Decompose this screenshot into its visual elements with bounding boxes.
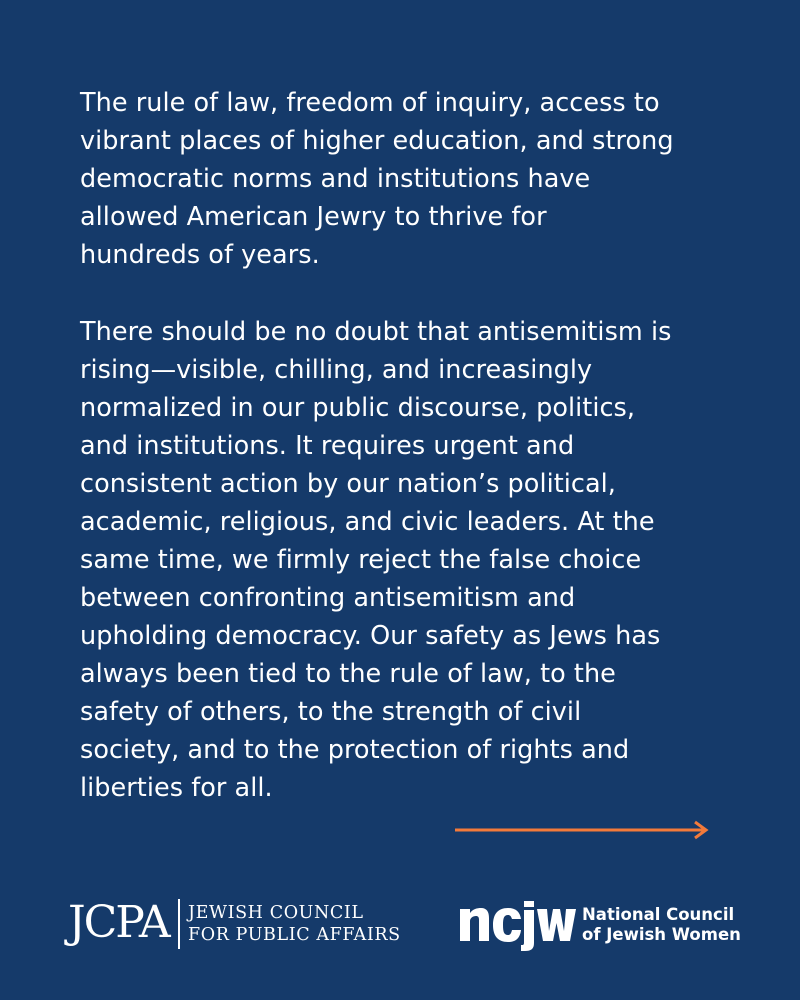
paragraph-line: consistent action by our nation’s political, bbox=[80, 469, 616, 499]
paragraph-line: liberties for all. bbox=[80, 773, 273, 803]
paragraph-line: and institutions. It requires urgent and bbox=[80, 431, 575, 461]
jcpa-logo bbox=[68, 893, 408, 955]
paragraph-line: vibrant places of higher education, and strong bbox=[80, 126, 674, 156]
logo-divider bbox=[178, 899, 180, 949]
ncjw-name-line-2: of Jewish Women bbox=[582, 925, 741, 944]
paragraph-line: The rule of law, freedom of inquiry, access to bbox=[80, 88, 660, 118]
paragraph-line: allowed American Jewry to thrive for bbox=[80, 202, 547, 232]
jcpa-name-line-1: JEWISH COUNCIL bbox=[188, 903, 364, 923]
ncjw-logo-mark bbox=[458, 901, 576, 951]
paragraph-line: hundreds of years. bbox=[80, 240, 320, 270]
paragraph-line: society, and to the protection of rights and bbox=[80, 735, 630, 765]
paragraph-line: upholding democracy. Our safety as Jews has bbox=[80, 621, 661, 651]
paragraph-line: rising—visible, chilling, and increasingly bbox=[80, 355, 593, 385]
paragraph-line: democratic norms and institutions have bbox=[80, 164, 591, 194]
ncjw-name-line-1: National Council bbox=[582, 905, 735, 924]
jcpa-logo-mark: JCPA bbox=[68, 897, 169, 948]
paragraph-line: normalized in our public discourse, politics, bbox=[80, 393, 636, 423]
paragraph-line: always been tied to the rule of law, to the bbox=[80, 659, 616, 689]
paragraph-line: between confronting antisemitism and bbox=[80, 583, 576, 613]
arrow-right-icon[interactable] bbox=[455, 820, 711, 840]
paragraph-line: same time, we firmly reject the false choice bbox=[80, 545, 642, 575]
ncjw-logo bbox=[458, 895, 758, 955]
paragraph-line: academic, religious, and civic leaders. At the bbox=[80, 507, 655, 537]
paragraph-line: There should be no doubt that antisemitism is bbox=[80, 317, 672, 347]
paragraph-line: safety of others, to the strength of civil bbox=[80, 697, 582, 727]
jcpa-name-line-2: FOR PUBLIC AFFAIRS bbox=[188, 925, 401, 945]
